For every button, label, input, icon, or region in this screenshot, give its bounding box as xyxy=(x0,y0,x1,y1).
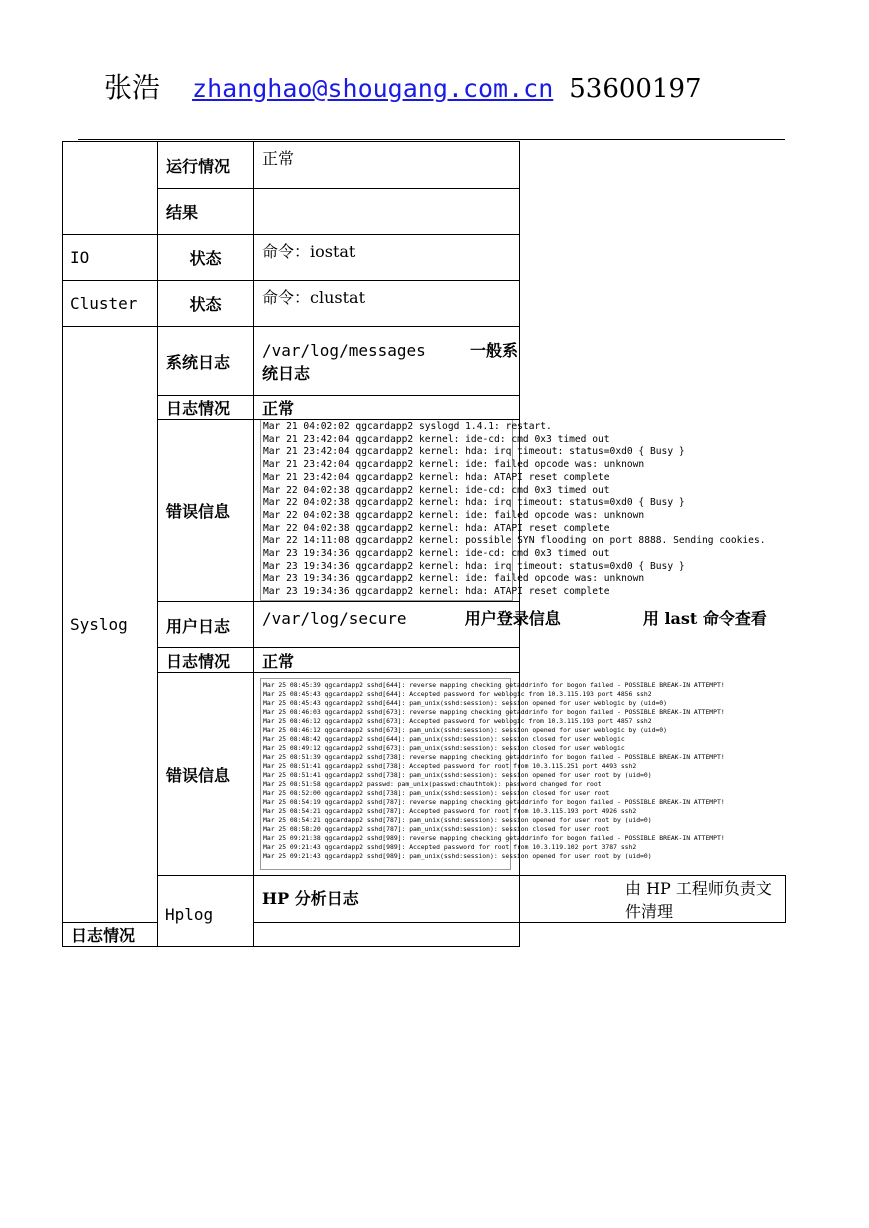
hp-analysis-label: HP 分析日志 xyxy=(254,876,520,923)
user-log-desc xyxy=(254,602,767,648)
author-email-link[interactable]: zhanghao@shougang.com.cn xyxy=(192,74,554,103)
row-result xyxy=(63,189,786,235)
io-section: IO xyxy=(63,235,158,281)
log-line: Mar 21 23:42:04 qgcardapp2 kernel: ide-cd: cmd 0x3 timed out xyxy=(263,433,610,445)
log-line: Mar 21 23:42:04 qgcardapp2 kernel: hda: irq timeout: status=0xd0 { Busy } xyxy=(263,446,685,458)
cluster-state-label: 状态 xyxy=(158,281,254,327)
system-log-label: 系统日志 xyxy=(158,327,254,396)
secure-log-cell xyxy=(254,673,725,876)
row-syslog-system xyxy=(63,327,786,396)
log-line: Mar 25 08:51:39 qgcardapp2 sshd[738]: reverse mapping checking getaddrinfo for bogon failed - POSSIBLE BREAK-IN ATTEMPT! xyxy=(263,753,725,761)
syslog-section: Syslog xyxy=(63,327,158,923)
hp-log-state-value xyxy=(254,923,520,947)
system-log-desc xyxy=(254,327,520,396)
log-line: Mar 25 08:51:41 qgcardapp2 sshd[738]: Accepted password for root from 10.3.115.251 port 4493 ssh2 xyxy=(263,762,637,770)
log-state-value: 正常 xyxy=(254,396,520,420)
messages-log-screenshot xyxy=(260,420,766,601)
system-log-path: /var/log/messages xyxy=(262,341,426,360)
cluster-command: 命令：clustat xyxy=(254,281,520,327)
log-line: Mar 25 08:54:21 qgcardapp2 sshd[787]: Accepted password for root from 10.3.115.193 port 4926 ssh2 xyxy=(263,807,637,815)
log-state-value-2: 正常 xyxy=(254,648,520,673)
user-log-text: 用户登录信息 xyxy=(464,609,561,628)
log-line: Mar 25 08:51:41 qgcardapp2 sshd[738]: pam_unix(sshd:session): session opened for user root by (uid=0) xyxy=(263,771,652,779)
log-line: Mar 25 08:48:42 qgcardapp2 sshd[644]: pam_unix(sshd:session): session closed for user weblogic xyxy=(263,735,625,743)
user-log-path: /var/log/secure xyxy=(262,609,407,628)
hp-analysis-value: 由 HP 工程师负责文件清理 xyxy=(520,876,786,923)
log-line: Mar 25 09:21:43 qgcardapp2 sshd[989]: Accepted password for root from 10.3.119.102 port 3787 ssh2 xyxy=(263,843,637,851)
user-log-label: 用户日志 xyxy=(158,602,254,648)
log-line: Mar 23 19:34:36 qgcardapp2 kernel: hda: irq timeout: status=0xd0 { Busy } xyxy=(263,560,685,572)
row-syslog-errors xyxy=(63,420,786,602)
log-line: Mar 23 19:34:36 qgcardapp2 kernel: ide: failed opcode was: unknown xyxy=(263,573,645,585)
system-log-text: 一般系统日志 xyxy=(262,341,518,383)
row-run-status xyxy=(63,142,786,189)
log-line: Mar 22 04:02:38 qgcardapp2 kernel: hda: ATAPI reset complete xyxy=(263,522,610,534)
log-line: Mar 25 08:49:12 qgcardapp2 sshd[673]: pam_unix(sshd:session): session closed for user weblogic xyxy=(263,744,625,752)
log-line: Mar 25 08:46:12 qgcardapp2 sshd[673]: Accepted password for weblogic from 10.3.115.193 port 4857 ssh2 xyxy=(263,717,652,725)
log-state-label-2: 日志情况 xyxy=(158,648,254,673)
log-line: Mar 25 08:52:00 qgcardapp2 sshd[738]: pam_unix(sshd:session): session closed for user root xyxy=(263,789,610,797)
system-check-table xyxy=(62,141,786,947)
run-status-label: 运行情况 xyxy=(158,142,254,189)
row-syslog-user xyxy=(63,602,786,648)
row-syslog-errors-2 xyxy=(63,673,786,876)
hp-log-state-label: 日志情况 xyxy=(63,923,158,947)
cluster-section: Cluster xyxy=(63,281,158,327)
row-cluster xyxy=(63,281,786,327)
log-line: Mar 25 08:54:19 qgcardapp2 sshd[787]: reverse mapping checking getaddrinfo for bogon failed - POSSIBLE BREAK-IN ATTEMPT! xyxy=(263,798,725,806)
log-line: Mar 21 23:42:04 qgcardapp2 kernel: ide: failed opcode was: unknown xyxy=(263,459,645,471)
section-cell-empty xyxy=(63,142,158,235)
log-line: Mar 22 14:11:08 qgcardapp2 kernel: possible SYN flooding on port 8888. Sending cookies. xyxy=(263,535,766,547)
log-line: Mar 25 08:45:39 qgcardapp2 sshd[644]: reverse mapping checking getaddrinfo for bogon failed - POSSIBLE BREAK-IN ATTEMPT! xyxy=(263,681,725,689)
log-state-label: 日志情况 xyxy=(158,396,254,420)
log-line: Mar 23 19:34:36 qgcardapp2 kernel: ide-cd: cmd 0x3 timed out xyxy=(263,548,610,560)
user-log-cmd: 用 last 命令查看 xyxy=(642,609,767,628)
row-io xyxy=(63,235,786,281)
log-line: Mar 22 04:02:38 qgcardapp2 kernel: ide-cd: cmd 0x3 timed out xyxy=(263,484,610,496)
row-hplog xyxy=(63,876,786,923)
header-rule xyxy=(78,139,785,140)
log-line: Mar 25 09:21:43 qgcardapp2 sshd[989]: pam_unix(sshd:session): session opened for user root by (uid=0) xyxy=(263,852,652,860)
row-syslog-state xyxy=(63,396,786,420)
log-line: Mar 25 08:54:21 qgcardapp2 sshd[787]: pam_unix(sshd:session): session opened for user root by (uid=0) xyxy=(263,816,652,824)
hplog-section: Hplog xyxy=(158,876,254,947)
log-line: Mar 23 19:34:36 qgcardapp2 kernel: hda: ATAPI reset complete xyxy=(263,586,610,598)
log-line: Mar 25 09:21:38 qgcardapp2 sshd[989]: reverse mapping checking getaddrinfo for bogon failed - POSSIBLE BREAK-IN ATTEMPT! xyxy=(263,834,725,842)
log-line: Mar 21 04:02:02 qgcardapp2 syslogd 1.4.1: restart. xyxy=(263,421,552,432)
error-info-label: 错误信息 xyxy=(158,420,254,602)
log-line: Mar 25 08:46:12 qgcardapp2 sshd[673]: pam_unix(sshd:session): session opened for user weblogic by (uid=0) xyxy=(263,726,667,734)
log-line: Mar 25 08:46:03 qgcardapp2 sshd[673]: reverse mapping checking getaddrinfo for bogon failed - POSSIBLE BREAK-IN ATTEMPT! xyxy=(263,708,725,716)
log-line: Mar 25 08:58:20 qgcardapp2 sshd[787]: pam_unix(sshd:session): session closed for user root xyxy=(263,825,610,833)
log-line: Mar 22 04:02:38 qgcardapp2 kernel: hda: irq timeout: status=0xd0 { Busy } xyxy=(263,497,685,509)
io-state-label: 状态 xyxy=(158,235,254,281)
log-line: Mar 25 08:51:58 qgcardapp2 passwd: pam_unix(passwd:chauthtok): password changed for root xyxy=(263,780,602,788)
result-label: 结果 xyxy=(158,189,254,235)
result-value xyxy=(254,189,520,235)
row-syslog-state-2 xyxy=(63,648,786,673)
secure-log-screenshot xyxy=(260,678,725,870)
run-status-value: 正常 xyxy=(254,142,520,189)
error-info-label-2: 错误信息 xyxy=(158,673,254,876)
author-phone: 53600197 xyxy=(569,74,702,104)
log-line: Mar 25 08:45:43 qgcardapp2 sshd[644]: Accepted password for weblogic from 10.3.115.193 port 4856 ssh2 xyxy=(263,690,652,698)
messages-log-cell xyxy=(254,420,766,602)
io-command: 命令：iostat xyxy=(254,235,520,281)
log-line: Mar 22 04:02:38 qgcardapp2 kernel: ide: failed opcode was: unknown xyxy=(263,509,645,521)
log-line: Mar 25 08:45:43 qgcardapp2 sshd[644]: pam_unix(sshd:session): session opened for user weblogic by (uid=0) xyxy=(263,699,667,707)
document-header xyxy=(104,66,702,102)
log-line: Mar 21 23:42:04 qgcardapp2 kernel: hda: ATAPI reset complete xyxy=(263,471,610,483)
author-name: 张浩 xyxy=(104,71,161,104)
